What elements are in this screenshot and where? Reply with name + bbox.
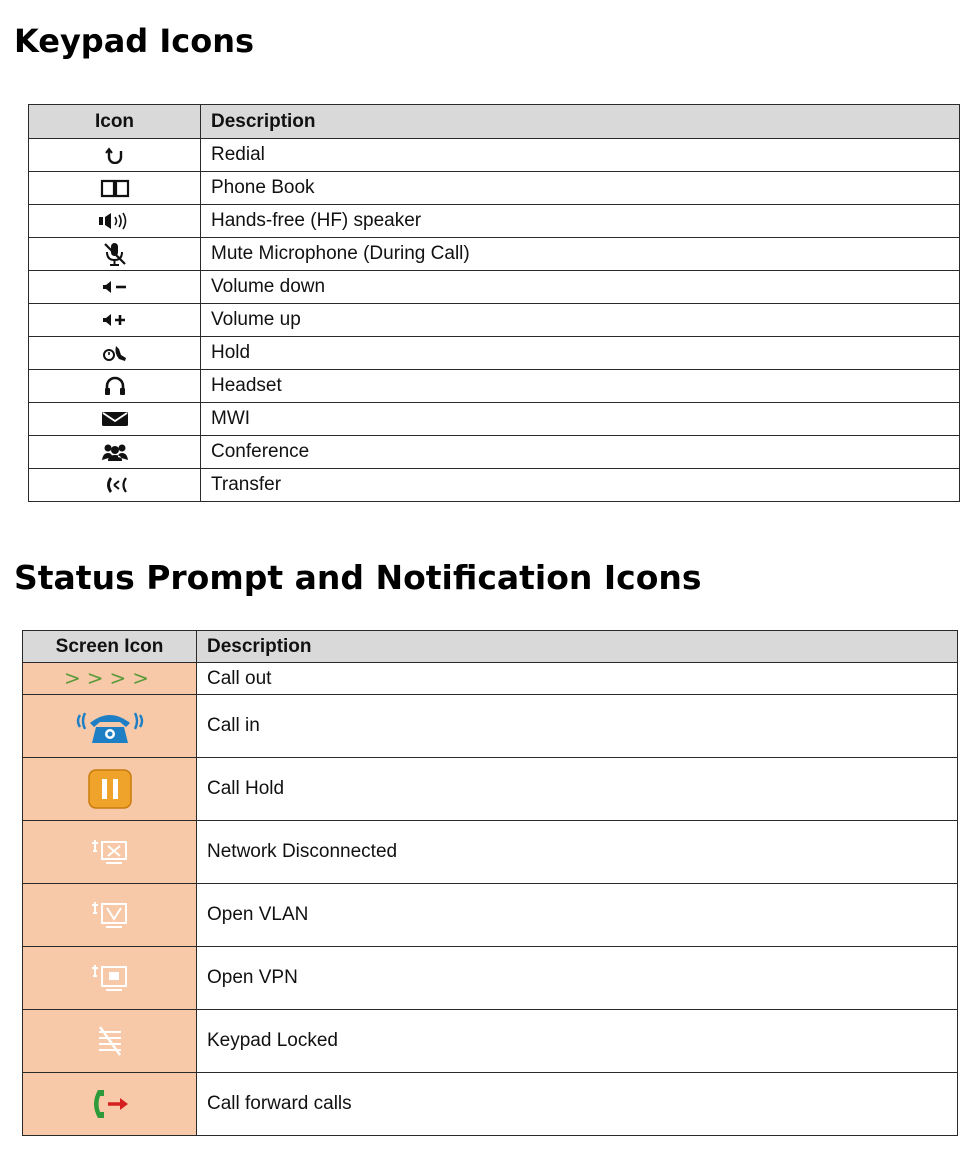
table-row — [29, 370, 960, 403]
keypad-icons-title: Keypad Icons — [14, 22, 255, 60]
description-cell: Hold — [201, 337, 960, 370]
table-row — [23, 821, 958, 884]
description-cell: Volume up — [201, 304, 960, 337]
keypad-locked-icon — [93, 1024, 127, 1058]
phone-book-icon — [100, 178, 130, 198]
table-row — [29, 469, 960, 502]
network-disconnected-icon — [90, 837, 130, 867]
description-cell: Volume down — [201, 271, 960, 304]
conference-icon — [100, 442, 130, 462]
open-vpn-icon — [90, 962, 130, 994]
description-cell: Phone Book — [201, 172, 960, 205]
table-row — [29, 304, 960, 337]
description-cell: Hands-free (HF) speaker — [201, 205, 960, 238]
table-row — [29, 172, 960, 205]
table-row — [23, 663, 958, 695]
description-cell: Conference — [201, 436, 960, 469]
description-cell: Open VPN — [197, 947, 958, 1010]
call-out-arrows-icon: >>>> — [63, 666, 156, 690]
description-cell: Open VLAN — [197, 884, 958, 947]
table-row — [29, 139, 960, 172]
hold-icon — [102, 343, 128, 363]
mwi-envelope-icon — [101, 410, 129, 428]
description-cell: Redial — [201, 139, 960, 172]
table-row — [29, 403, 960, 436]
volume-up-icon — [102, 312, 128, 328]
table-row — [29, 436, 960, 469]
table-row — [23, 1010, 958, 1073]
transfer-icon — [102, 475, 128, 495]
description-cell: Headset — [201, 370, 960, 403]
table-header-row — [23, 631, 958, 663]
table-row — [23, 884, 958, 947]
volume-down-icon — [102, 279, 128, 295]
headset-icon — [104, 376, 126, 396]
column-header-screen-icon: Screen Icon — [23, 631, 197, 663]
column-header-description: Description — [201, 105, 960, 139]
table-row — [23, 758, 958, 821]
status-icons-table — [22, 630, 958, 1136]
description-cell: Keypad Locked — [197, 1010, 958, 1073]
table-row — [29, 271, 960, 304]
redial-icon — [105, 146, 125, 164]
keypad-icons-table — [28, 104, 960, 502]
table-row — [23, 695, 958, 758]
table-row — [29, 238, 960, 271]
description-cell: Transfer — [201, 469, 960, 502]
speaker-icon — [98, 212, 132, 230]
description-cell: Call Hold — [197, 758, 958, 821]
column-header-description: Description — [197, 631, 958, 663]
description-cell: Call in — [197, 695, 958, 758]
description-cell: Call out — [197, 663, 958, 695]
table-row — [23, 1073, 958, 1136]
description-cell: Network Disconnected — [197, 821, 958, 884]
description-cell: MWI — [201, 403, 960, 436]
mute-microphone-icon — [102, 241, 128, 267]
description-cell: Call forward calls — [197, 1073, 958, 1136]
description-cell: Mute Microphone (During Call) — [201, 238, 960, 271]
status-icons-title: Status Prompt and Notification Icons — [14, 558, 702, 597]
call-hold-pause-icon — [87, 768, 133, 810]
table-row — [23, 947, 958, 1010]
table-row — [29, 337, 960, 370]
open-vlan-icon — [90, 899, 130, 931]
call-forward-icon — [88, 1087, 132, 1121]
column-header-icon: Icon — [29, 105, 201, 139]
call-in-phone-icon — [72, 707, 148, 745]
table-row — [29, 205, 960, 238]
table-header-row — [29, 105, 960, 139]
